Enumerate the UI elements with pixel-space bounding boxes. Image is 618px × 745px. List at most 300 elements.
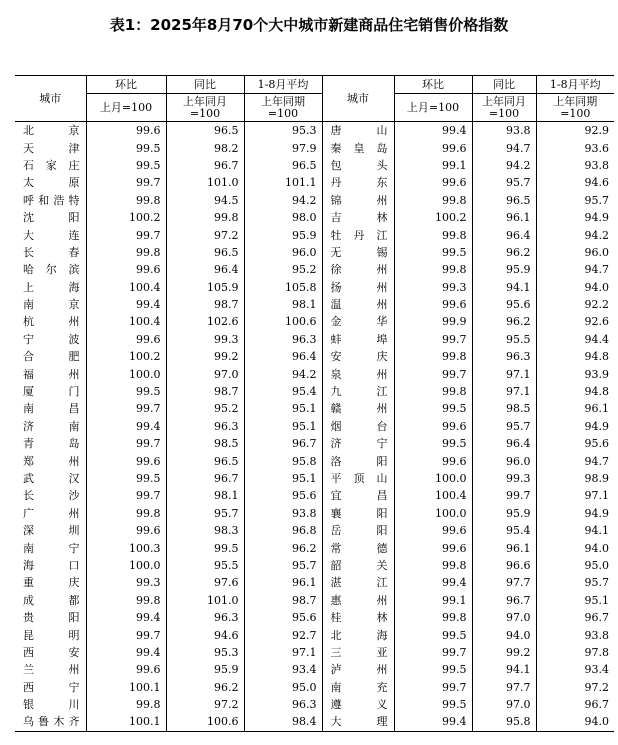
city-name: 无锡: [322, 244, 394, 261]
table-row: [15, 139, 614, 156]
mom-value: 99.4: [394, 122, 472, 140]
avg-value: 93.8: [536, 626, 614, 643]
mom-value: 99.8: [86, 592, 166, 609]
city-name: 大理: [322, 713, 394, 731]
mom-value: 100.1: [86, 713, 166, 731]
avg-value: 96.0: [536, 244, 614, 261]
city-name: 惠州: [322, 592, 394, 609]
yoy-value: 100.6: [166, 713, 244, 731]
yoy-value: 98.2: [166, 139, 244, 156]
avg-value: 95.3: [244, 122, 322, 140]
avg-value: 94.7: [536, 261, 614, 278]
mom-value: 100.0: [394, 470, 472, 487]
yoy-value: 96.5: [166, 452, 244, 469]
mom-value: 99.5: [394, 696, 472, 713]
table-row: [15, 679, 614, 696]
yoy-value: 96.1: [472, 539, 536, 556]
city-name: 贵阳: [23, 611, 80, 625]
mom-value: 99.7: [86, 435, 166, 452]
city-name: 遵义: [322, 696, 394, 713]
mom-base-right: 上月=100: [394, 94, 472, 122]
yoy-value: 96.7: [166, 470, 244, 487]
table-row: [15, 522, 614, 539]
avg-value: 94.8: [536, 348, 614, 365]
mom-value: 99.5: [394, 400, 472, 417]
city-name: 长春: [23, 245, 80, 259]
avg-value: 98.7: [244, 592, 322, 609]
table-header: [15, 76, 614, 122]
avg-value: 96.4: [244, 348, 322, 365]
avg-value: 96.8: [244, 522, 322, 539]
avg-value: 95.7: [536, 574, 614, 591]
avg-value: 93.6: [536, 139, 614, 156]
yoy-value: 95.7: [472, 174, 536, 191]
avg-value: 96.0: [244, 244, 322, 261]
city-name: 烟台: [322, 418, 394, 435]
avg-value: 94.0: [536, 279, 614, 296]
city-name: 韶关: [322, 557, 394, 574]
mom-value: 99.5: [394, 435, 472, 452]
avg-value: 94.9: [536, 209, 614, 226]
city-name: 石家庄: [23, 158, 80, 172]
mom-value: 99.6: [394, 539, 472, 556]
city-name: 哈尔滨: [23, 263, 80, 277]
mom-value: 100.4: [394, 487, 472, 504]
city-name: 蚌埠: [322, 331, 394, 348]
yoy-value: 95.3: [166, 644, 244, 661]
mom-value: 99.6: [86, 331, 166, 348]
table-row: [15, 192, 614, 209]
col-mom-header-right: 环比: [394, 76, 472, 94]
avg-value: 96.3: [244, 331, 322, 348]
mom-value: 99.6: [394, 296, 472, 313]
yoy-value: 95.7: [166, 505, 244, 522]
yoy-value: 99.5: [166, 539, 244, 556]
city-name: 宁波: [23, 332, 80, 346]
avg-value: 98.4: [244, 713, 322, 731]
city-name: 泸州: [322, 661, 394, 678]
city-name: 安庆: [322, 348, 394, 365]
avg-value: 94.9: [536, 418, 614, 435]
table-row: [15, 348, 614, 365]
avg-value: 94.2: [536, 226, 614, 243]
city-name: 宜昌: [322, 487, 394, 504]
mom-value: 99.3: [394, 279, 472, 296]
table-row: [15, 592, 614, 609]
city-name: 大连: [23, 228, 80, 242]
city-name: 乌鲁木齐: [15, 713, 86, 731]
avg-value: 95.4: [244, 383, 322, 400]
city-name: 三亚: [322, 644, 394, 661]
yoy-value: 96.4: [166, 261, 244, 278]
mom-value: 99.8: [86, 244, 166, 261]
mom-value: 100.3: [86, 539, 166, 556]
yoy-value: 94.0: [472, 626, 536, 643]
avg-value: 94.7: [536, 452, 614, 469]
yoy-value: 96.2: [472, 313, 536, 330]
yoy-value: 95.9: [166, 661, 244, 678]
city-name: 唐山: [322, 122, 394, 140]
avg-value: 95.6: [536, 435, 614, 452]
avg-value: 96.1: [536, 400, 614, 417]
yoy-value: 94.5: [166, 192, 244, 209]
table-row: [15, 539, 614, 556]
yoy-value: 99.8: [166, 209, 244, 226]
yoy-value: 97.7: [472, 574, 536, 591]
city-name: 沈阳: [23, 211, 80, 225]
city-name: 徐州: [322, 261, 394, 278]
table-row: [15, 279, 614, 296]
yoy-value: 95.4: [472, 522, 536, 539]
mom-value: 99.7: [394, 679, 472, 696]
avg-value: 95.8: [244, 452, 322, 469]
table-title: 表1：2025年8月70个大中城市新建商品住宅销售价格指数: [109, 16, 509, 34]
table-row: [15, 626, 614, 643]
yoy-value: 101.0: [166, 174, 244, 191]
yoy-value: 95.5: [166, 557, 244, 574]
yoy-value: 98.1: [166, 487, 244, 504]
avg-value: 101.1: [244, 174, 322, 191]
yoy-value: 95.6: [472, 296, 536, 313]
yoy-value: 97.2: [166, 226, 244, 243]
avg-value: 95.6: [244, 609, 322, 626]
city-name: 杭州: [23, 315, 80, 329]
yoy-value: 96.3: [166, 609, 244, 626]
mom-value: 99.1: [394, 157, 472, 174]
mom-value: 99.6: [86, 261, 166, 278]
city-name: 平顶山: [322, 470, 394, 487]
table-row: [15, 365, 614, 382]
yoy-value: 95.8: [472, 713, 536, 731]
mom-value: 99.9: [394, 313, 472, 330]
city-name: 兰州: [23, 663, 80, 677]
mom-value: 99.3: [86, 574, 166, 591]
yoy-value: 102.6: [166, 313, 244, 330]
yoy-value: 99.3: [166, 331, 244, 348]
avg-value: 94.0: [536, 713, 614, 731]
table-row: [15, 452, 614, 469]
city-name: 锦州: [322, 192, 394, 209]
city-name: 深圳: [23, 524, 80, 538]
avg-value: 95.6: [244, 487, 322, 504]
city-name: 海口: [23, 558, 80, 572]
table-row: [15, 383, 614, 400]
avg-value: 97.1: [244, 644, 322, 661]
mom-value: 99.7: [394, 365, 472, 382]
mom-value: 99.8: [86, 192, 166, 209]
mom-value: 99.8: [394, 261, 472, 278]
col-city-header-right: 城市: [322, 76, 394, 122]
mom-value: 99.6: [394, 522, 472, 539]
avg-value: 94.0: [536, 539, 614, 556]
table-row: [15, 331, 614, 348]
yoy-value: 96.3: [472, 348, 536, 365]
avg-value: 92.7: [244, 626, 322, 643]
city-name: 银川: [23, 698, 80, 712]
city-name: 南充: [322, 679, 394, 696]
city-name: 金华: [322, 313, 394, 330]
col-yoy-header-right: 同比: [472, 76, 536, 94]
city-name: 九江: [322, 383, 394, 400]
table-row: [15, 174, 614, 191]
avg-value: 94.4: [536, 331, 614, 348]
mom-value: 99.6: [394, 174, 472, 191]
city-name: 成都: [23, 593, 80, 607]
yoy-value: 96.3: [166, 418, 244, 435]
table-row: [15, 557, 614, 574]
col-avg-header-right: 1-8月平均: [536, 76, 614, 94]
avg-value: 96.7: [536, 696, 614, 713]
city-name: 北海: [322, 626, 394, 643]
mom-value: 99.5: [394, 626, 472, 643]
city-name: 吉林: [322, 209, 394, 226]
table-row: [15, 261, 614, 278]
avg-value: 95.1: [244, 400, 322, 417]
avg-value: 98.9: [536, 470, 614, 487]
mom-value: 99.4: [86, 609, 166, 626]
yoy-value: 95.9: [472, 261, 536, 278]
yoy-value: 97.0: [166, 365, 244, 382]
yoy-value: 94.2: [472, 157, 536, 174]
city-name: 济南: [23, 419, 80, 433]
avg-value: 93.9: [536, 365, 614, 382]
yoy-value: 95.5: [472, 331, 536, 348]
avg-base-left: 上年同期 =100: [244, 94, 322, 122]
city-name: 长沙: [23, 489, 80, 503]
avg-value: 96.7: [536, 609, 614, 626]
city-name: 南宁: [23, 541, 80, 555]
avg-value: 96.1: [244, 574, 322, 591]
yoy-value: 97.0: [472, 609, 536, 626]
avg-value: 94.8: [536, 383, 614, 400]
city-name: 昆明: [23, 628, 80, 642]
avg-value: 97.2: [536, 679, 614, 696]
avg-value: 95.0: [244, 679, 322, 696]
yoy-value: 94.1: [472, 279, 536, 296]
mom-value: 99.6: [394, 418, 472, 435]
yoy-value: 96.5: [472, 192, 536, 209]
avg-value: 98.1: [244, 296, 322, 313]
yoy-value: 99.2: [166, 348, 244, 365]
avg-value: 93.8: [244, 505, 322, 522]
yoy-value: 96.0: [472, 452, 536, 469]
mom-value: 100.0: [86, 365, 166, 382]
mom-value: 100.2: [86, 348, 166, 365]
city-name: 济宁: [322, 435, 394, 452]
avg-value: 93.4: [244, 661, 322, 678]
city-name: 洛阳: [322, 452, 394, 469]
mom-value: 99.4: [86, 296, 166, 313]
mom-value: 99.6: [86, 522, 166, 539]
mom-value: 99.6: [86, 661, 166, 678]
mom-value: 99.5: [394, 661, 472, 678]
avg-value: 93.8: [536, 157, 614, 174]
mom-value: 99.7: [86, 174, 166, 191]
city-name: 西宁: [23, 680, 80, 694]
price-index-table: [15, 75, 614, 732]
mom-base-left: 上月=100: [86, 94, 166, 122]
yoy-value: 94.6: [166, 626, 244, 643]
mom-value: 100.2: [86, 209, 166, 226]
avg-value: 96.7: [244, 435, 322, 452]
avg-value: 95.7: [536, 192, 614, 209]
city-name: 扬州: [322, 279, 394, 296]
mom-value: 100.2: [394, 209, 472, 226]
city-name: 上海: [23, 280, 80, 294]
city-name: 牡丹江: [322, 226, 394, 243]
mom-value: 100.4: [86, 313, 166, 330]
mom-value: 99.4: [86, 644, 166, 661]
avg-value: 95.9: [244, 226, 322, 243]
mom-value: 99.8: [394, 557, 472, 574]
avg-value: 96.3: [244, 696, 322, 713]
mom-value: 99.5: [86, 157, 166, 174]
yoy-value: 96.4: [472, 435, 536, 452]
col-city-header-left: 城市: [15, 76, 86, 122]
mom-value: 99.6: [394, 139, 472, 156]
city-name: 郑州: [23, 454, 80, 468]
yoy-value: 98.5: [472, 400, 536, 417]
yoy-value: 99.3: [472, 470, 536, 487]
city-name: 北京: [23, 124, 80, 138]
yoy-value: 101.0: [166, 592, 244, 609]
yoy-value: 98.7: [166, 296, 244, 313]
city-name: 南昌: [23, 402, 80, 416]
table-row: [15, 313, 614, 330]
city-name: 广州: [23, 506, 80, 520]
mom-value: 99.1: [394, 592, 472, 609]
mom-value: 100.1: [86, 679, 166, 696]
avg-value: 100.6: [244, 313, 322, 330]
yoy-value: 96.6: [472, 557, 536, 574]
mom-value: 99.7: [86, 400, 166, 417]
yoy-value: 97.7: [472, 679, 536, 696]
city-name: 青岛: [23, 437, 80, 451]
yoy-value: 99.2: [472, 644, 536, 661]
mom-value: 99.5: [86, 139, 166, 156]
yoy-value: 95.9: [472, 505, 536, 522]
table-row: [15, 505, 614, 522]
yoy-value: 94.1: [472, 661, 536, 678]
avg-value: 94.2: [244, 365, 322, 382]
city-name: 丹东: [322, 174, 394, 191]
city-name: 温州: [322, 296, 394, 313]
table-row: [15, 296, 614, 313]
col-mom-header-left: 环比: [86, 76, 166, 94]
yoy-base-left: 上年同月 =100: [166, 94, 244, 122]
yoy-value: 96.4: [472, 226, 536, 243]
mom-value: 99.4: [394, 713, 472, 731]
city-name: 重庆: [23, 576, 80, 590]
avg-value: 94.9: [536, 505, 614, 522]
yoy-value: 96.7: [166, 157, 244, 174]
mom-value: 100.4: [86, 279, 166, 296]
city-name: 天津: [23, 141, 80, 155]
yoy-value: 97.6: [166, 574, 244, 591]
mom-value: 99.8: [394, 226, 472, 243]
mom-value: 99.7: [394, 644, 472, 661]
yoy-value: 97.1: [472, 383, 536, 400]
table-row: [15, 713, 614, 731]
yoy-value: 96.2: [166, 679, 244, 696]
table-row: [15, 487, 614, 504]
table-row: [15, 418, 614, 435]
mom-value: 99.8: [394, 609, 472, 626]
avg-value: 92.6: [536, 313, 614, 330]
table-row: [15, 226, 614, 243]
yoy-value: 97.2: [166, 696, 244, 713]
avg-value: 98.0: [244, 209, 322, 226]
yoy-value: 96.5: [166, 244, 244, 261]
yoy-value: 94.7: [472, 139, 536, 156]
city-name: 合肥: [23, 350, 80, 364]
avg-value: 95.0: [536, 557, 614, 574]
city-name: 武汉: [23, 472, 80, 485]
city-name: 赣州: [322, 400, 394, 417]
city-name: 太原: [23, 176, 80, 190]
avg-value: 97.1: [536, 487, 614, 504]
city-name: 福州: [23, 367, 80, 381]
mom-value: 99.8: [86, 696, 166, 713]
avg-value: 97.9: [244, 139, 322, 156]
yoy-value: 98.7: [166, 383, 244, 400]
mom-value: 99.7: [86, 226, 166, 243]
table-row: [15, 435, 614, 452]
mom-value: 99.8: [394, 348, 472, 365]
yoy-value: 96.5: [166, 122, 244, 140]
mom-value: 99.5: [86, 383, 166, 400]
yoy-value: 96.7: [472, 592, 536, 609]
mom-value: 99.7: [86, 626, 166, 643]
yoy-value: 99.7: [472, 487, 536, 504]
table-body: [15, 122, 614, 732]
avg-value: 94.1: [536, 522, 614, 539]
mom-value: 100.0: [394, 505, 472, 522]
city-name: 南京: [23, 298, 80, 312]
avg-value: 93.4: [536, 661, 614, 678]
table-row: [15, 122, 614, 140]
mom-value: 99.4: [394, 574, 472, 591]
city-name: 岳阳: [322, 522, 394, 539]
table-row: [15, 574, 614, 591]
avg-base-right: 上年同期 =100: [536, 94, 614, 122]
city-name: 呼和浩特: [23, 193, 80, 207]
yoy-value: 98.3: [166, 522, 244, 539]
avg-value: 97.8: [536, 644, 614, 661]
city-name: 桂林: [322, 609, 394, 626]
mom-value: 99.6: [394, 452, 472, 469]
mom-value: 99.7: [394, 331, 472, 348]
city-name: 西安: [23, 645, 80, 659]
mom-value: 99.8: [394, 192, 472, 209]
avg-value: 95.1: [244, 418, 322, 435]
table-row: [15, 157, 614, 174]
yoy-value: 96.1: [472, 209, 536, 226]
yoy-value: 93.8: [472, 122, 536, 140]
table-row: [15, 696, 614, 713]
yoy-value: 95.2: [166, 400, 244, 417]
city-name: 常德: [322, 539, 394, 556]
yoy-value: 96.2: [472, 244, 536, 261]
avg-value: 92.9: [536, 122, 614, 140]
avg-value: 94.2: [244, 192, 322, 209]
col-yoy-header-left: 同比: [166, 76, 244, 94]
table-row: [15, 470, 614, 487]
city-name: 泉州: [322, 365, 394, 382]
avg-value: 95.7: [244, 557, 322, 574]
mom-value: 99.6: [86, 452, 166, 469]
col-avg-header-left: 1-8月平均: [244, 76, 322, 94]
